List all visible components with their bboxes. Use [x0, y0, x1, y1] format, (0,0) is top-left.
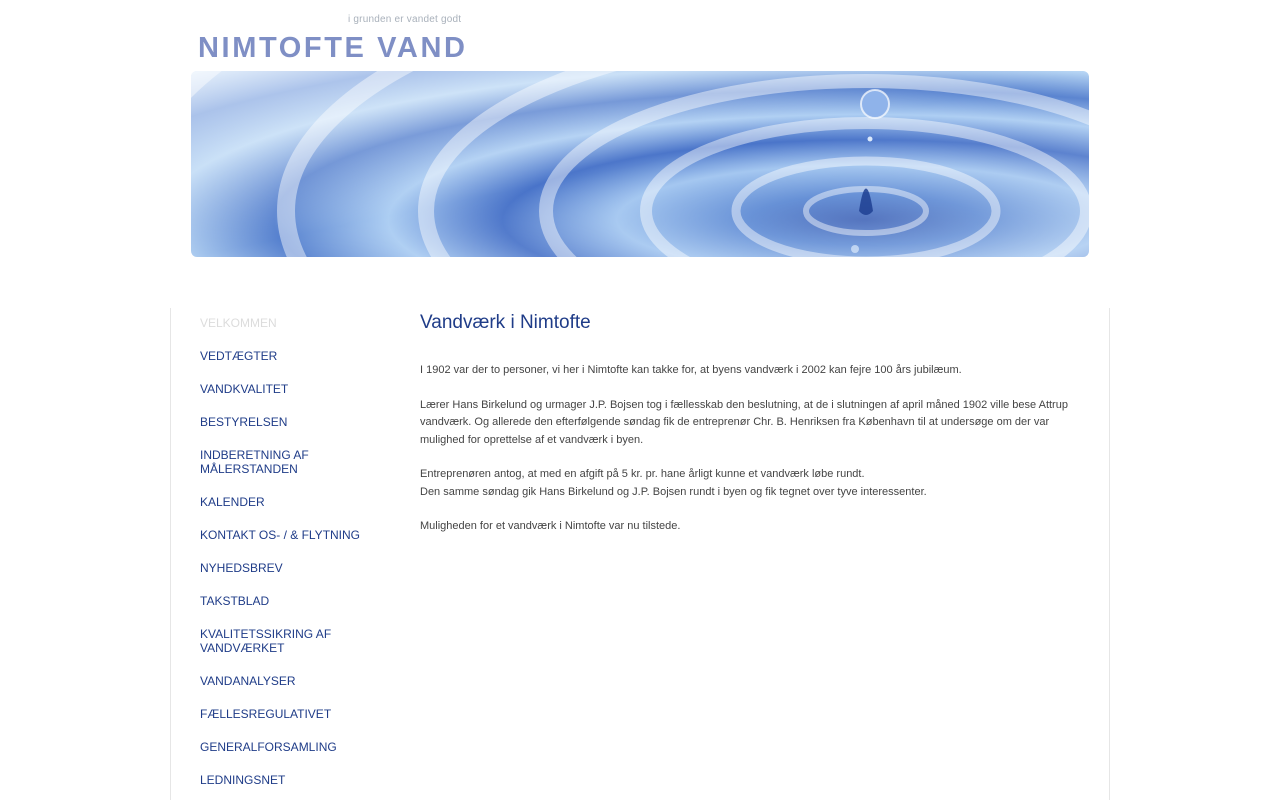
content-paragraph-4: Den samme søndag gik Hans Birkelund og J.P. Bojsen rundt i byen og fik tegnet over tyve interessenter. — [420, 485, 927, 498]
site-tagline: i grunden er vandet godt — [348, 14, 462, 25]
nav-item-velkommen[interactable]: VELKOMMEN — [200, 316, 277, 330]
nav-item-bestyrelsen[interactable]: BESTYRELSEN — [200, 415, 288, 429]
content-paragraph-3: Entreprenøren antog, at med en afgift på 5 kr. pr. hane årligt kunne et vandværk løbe rundt. — [420, 468, 865, 480]
nav-item-takstblad[interactable]: TAKSTBLAD — [200, 594, 270, 608]
nav-item-kontakt-os-flytning[interactable]: KONTAKT OS- / & FLYTNING — [200, 528, 361, 542]
content-paragraph-2: Lærer Hans Birkelund og urmager J.P. Bojsen tog i fællesskab den beslutning, at de i slutningen af april måned 1902 ville bese Attrup vandværk. Og allerede den efterfølgende søndag fik de entreprenør Chr. B. Henriksen fra København til at undersøge om der var mulighed for oprettelse af et vandværk i byen. — [420, 398, 1068, 446]
content-paragraph-1: I 1902 var der to personer, vi her i Nimtofte kan takke for, at byens vandværk i 2002 kan fejre 100 års jubilæum. — [420, 364, 962, 376]
water-banner-image — [191, 71, 1089, 257]
nav-item-vandkvalitet[interactable]: VANDKVALITET — [200, 382, 289, 396]
nav-item-kvalitetssikring[interactable]: KVALITETSSIKRING AF VANDVÆRKET — [200, 627, 332, 655]
main-content — [420, 312, 1080, 553]
nav-item-indberetning-af-malerstanden[interactable]: INDBERETNING AF MÅLERSTANDEN — [200, 448, 309, 476]
content-paragraph-5: Muligheden for et vandværk i Nimtofte var nu tilstede. — [420, 520, 681, 532]
nav-item-kalender[interactable]: KALENDER — [200, 495, 265, 509]
page-title: Vandværk i Nimtofte — [420, 312, 591, 333]
content-frame-right-border — [1109, 308, 1110, 800]
nav-item-faellesregulativet[interactable]: FÆLLESREGULATIVET — [200, 707, 332, 721]
site-logo-text: NIMTOFTE VAND — [198, 32, 468, 64]
sidebar-nav — [200, 316, 380, 800]
water-ripple-graphic — [191, 71, 1089, 257]
nav-item-vedtaegter[interactable]: VEDTÆGTER — [200, 349, 278, 363]
nav-item-generalforsamling[interactable]: GENERALFORSAMLING — [200, 740, 337, 754]
nav-item-nyhedsbrev[interactable]: NYHEDSBREV — [200, 561, 283, 575]
nav-item-vandanalyser[interactable]: VANDANALYSER — [200, 674, 296, 688]
content-frame-left-border — [170, 308, 171, 800]
site-logo[interactable] — [190, 0, 490, 70]
nav-item-ledningsnet[interactable]: LEDNINGSNET — [200, 773, 286, 787]
